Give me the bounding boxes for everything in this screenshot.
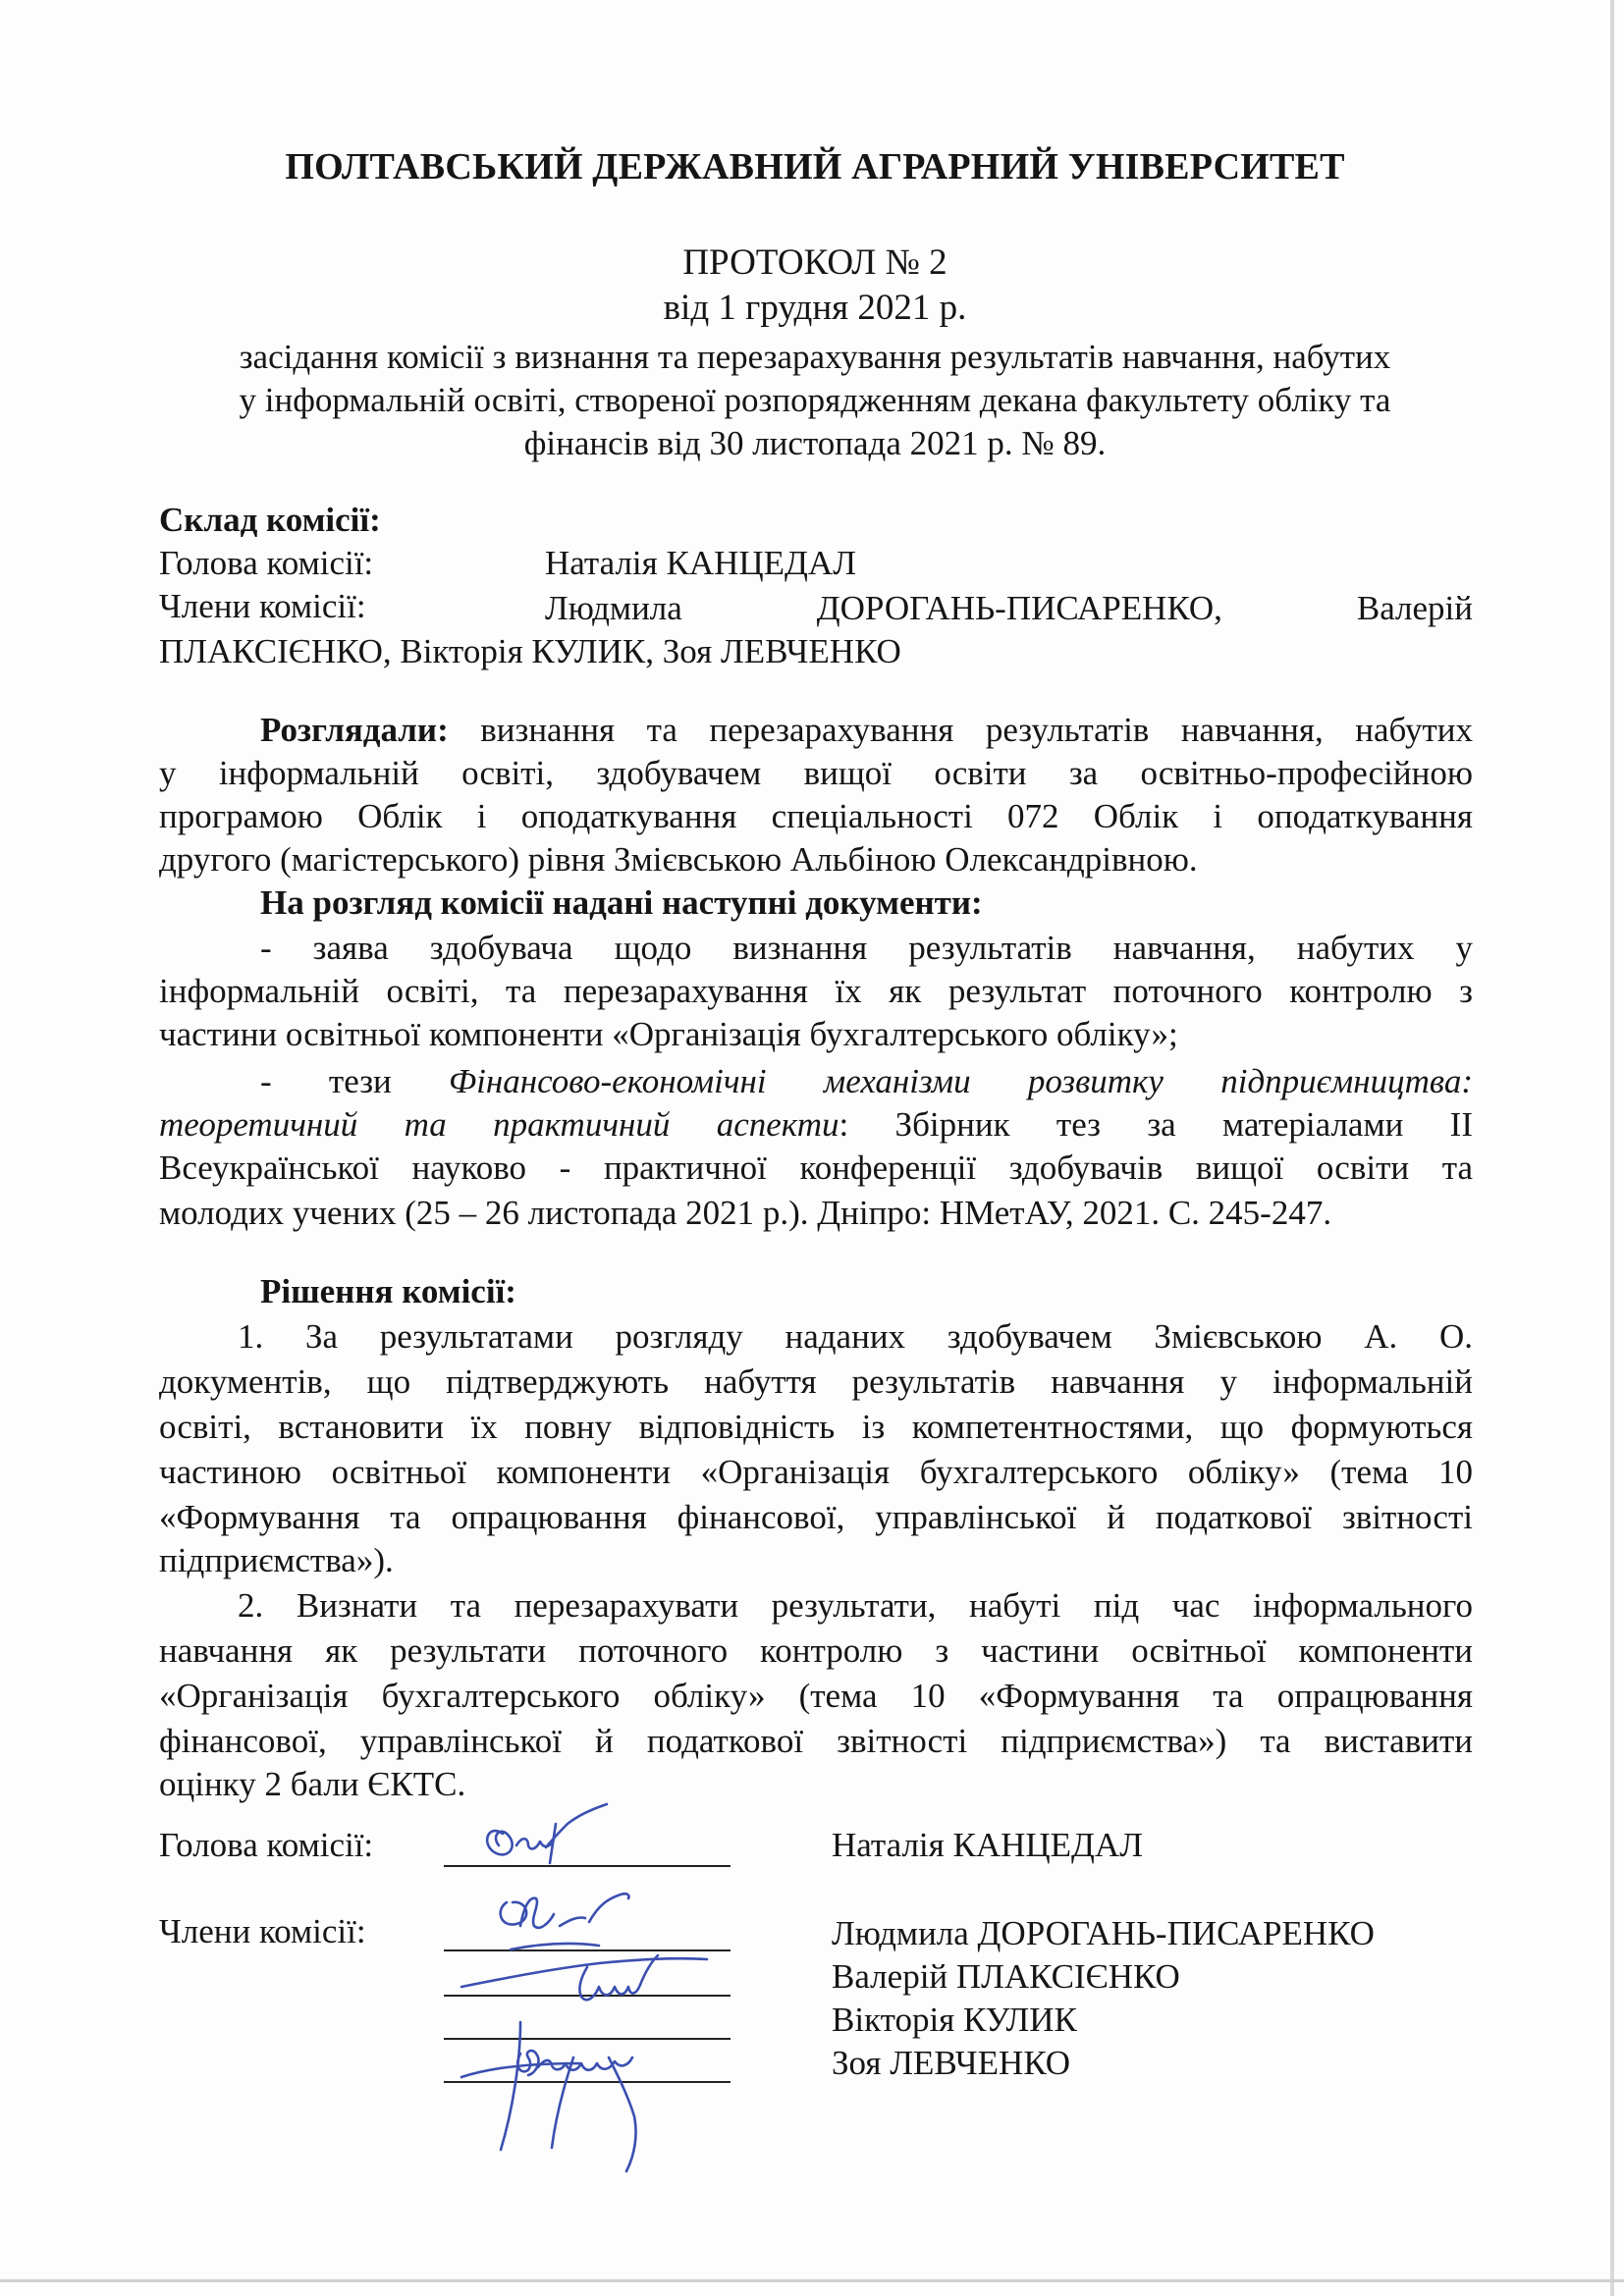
decision-line: 1. За результатами розгляду наданих здобувачем Змієвською А. О. bbox=[238, 1317, 1473, 1356]
decision-line: оцінку 2 бали ЄКТС. bbox=[159, 1765, 466, 1803]
considered-line: другого (магістерського) рівня Змієвською Альбіною Олександрівною. bbox=[159, 840, 1198, 879]
documents-heading: На розгляд комісії надані наступні документи: bbox=[260, 883, 983, 922]
decision-line: «Організація бухгалтерського обліку» (тема 10 «Формування та опрацювання bbox=[159, 1677, 1473, 1715]
subject-line: фінансів від 30 листопада 2021 р. № 89. bbox=[523, 424, 1107, 462]
university-title: ПОЛТАВСЬКИЙ ДЕРЖАВНИЙ АГРАРНИЙ УНІВЕРСИТЕТ bbox=[285, 146, 1345, 187]
decision-heading: Рішення комісії: bbox=[260, 1272, 516, 1310]
signature-member-name: Вікторія КУЛИК bbox=[832, 2001, 1077, 2039]
considered-line: у інформальній освіті, здобувачем вищої освіти за освітньо-професійною bbox=[159, 754, 1473, 792]
document-item-line: інформальній освіті, та перезарахування їх як результат поточного контролю з bbox=[159, 972, 1473, 1010]
document-item-line: молодих учених (25 – 26 листопада 2021 р.). Дніпро: НМетАУ, 2021. С. 245-247. bbox=[159, 1194, 1332, 1232]
member-signature-1 bbox=[501, 1894, 629, 1949]
document-item-line: Всеукраїнської науково - практичної конференції здобувачів вищої освіти та bbox=[159, 1148, 1473, 1187]
subject-line: у інформальній освіті, створеної розпорядженням декана факультету обліку та bbox=[239, 381, 1391, 419]
protocol-number: ПРОТОКОЛ № 2 bbox=[682, 242, 947, 283]
considered-text: визнання та перезарахування результатів навчання, набутих bbox=[480, 711, 1473, 749]
members-label: Члени комісії: bbox=[159, 587, 366, 625]
considered-line: програмою Облік і оподаткування спеціальності 072 Облік і оподаткування bbox=[159, 797, 1473, 835]
chair-signature bbox=[487, 1804, 607, 1863]
thesis-prefix: - тези bbox=[260, 1062, 392, 1100]
signature-member-name: Зоя ЛЕВЧЕНКО bbox=[832, 2044, 1071, 2082]
decision-line: фінансової, управлінської й податкової звітності підприємства») та виставити bbox=[159, 1722, 1473, 1760]
member-signature-4 bbox=[552, 2057, 636, 2171]
document-item-line: - заява здобувача щодо визнання результатів навчання, набутих у bbox=[260, 929, 1473, 967]
decision-line: освіті, встановити їх повну відповідність із компетентностями, що формуються bbox=[159, 1408, 1473, 1446]
protocol-date: від 1 грудня 2021 р. bbox=[663, 288, 967, 328]
signature-ink bbox=[461, 1804, 707, 2171]
committee-heading: Склад комісії: bbox=[159, 501, 381, 539]
thesis-source: : Збірник тез за матеріалами ІІ bbox=[839, 1105, 1473, 1144]
member-signature-3 bbox=[461, 2022, 632, 2150]
considered-label: Розглядали: bbox=[260, 711, 449, 749]
signature-chair-name: Наталія КАНЦЕДАЛ bbox=[832, 1826, 1143, 1864]
members-line: ПЛАКСІЄНКО, Вікторія КУЛИК, Зоя ЛЕВЧЕНКО bbox=[159, 632, 901, 670]
thesis-title: теоретичний та практичний аспекти bbox=[159, 1105, 839, 1144]
decision-line: навчання як результати поточного контролю з частини освітньої компоненти bbox=[159, 1631, 1473, 1670]
decision-line: «Формування та опрацювання фінансової, управлінської й податкової звітності bbox=[159, 1498, 1473, 1536]
decision-line: 2. Визнати та перезарахувати результати, набуті під час інформального bbox=[238, 1586, 1473, 1625]
thesis-title: Фінансово-економічні механізми розвитку підприємництва: bbox=[449, 1062, 1473, 1100]
decision-line: документів, що підтверджують набуття результатів навчання у інформальній bbox=[159, 1362, 1473, 1401]
chair-name: Наталія КАНЦЕДАЛ bbox=[545, 544, 856, 582]
signature-members-label: Члени комісії: bbox=[159, 1912, 366, 1950]
chair-label: Голова комісії: bbox=[159, 544, 374, 582]
member-signature-2 bbox=[461, 1955, 707, 2000]
subject-line: засідання комісії з визнання та перезарахування результатів навчання, набутих bbox=[239, 338, 1391, 376]
decision-line: частиною освітньої компоненти «Організація бухгалтерського обліку» (тема 10 bbox=[159, 1453, 1473, 1491]
signature-member-name: Людмила ДОРОГАНЬ-ПИСАРЕНКО bbox=[832, 1914, 1375, 1952]
signature-chair-label: Голова комісії: bbox=[159, 1826, 374, 1864]
signature-member-name: Валерій ПЛАКСІЄНКО bbox=[832, 1957, 1180, 1996]
decision-line: підприємства»). bbox=[159, 1541, 394, 1579]
document-item-line: частини освітньої компоненти «Організація бухгалтерського обліку»; bbox=[159, 1015, 1178, 1053]
members-line: Людмила ДОРОГАНЬ-ПИСАРЕНКО, Валерій bbox=[545, 589, 1473, 627]
